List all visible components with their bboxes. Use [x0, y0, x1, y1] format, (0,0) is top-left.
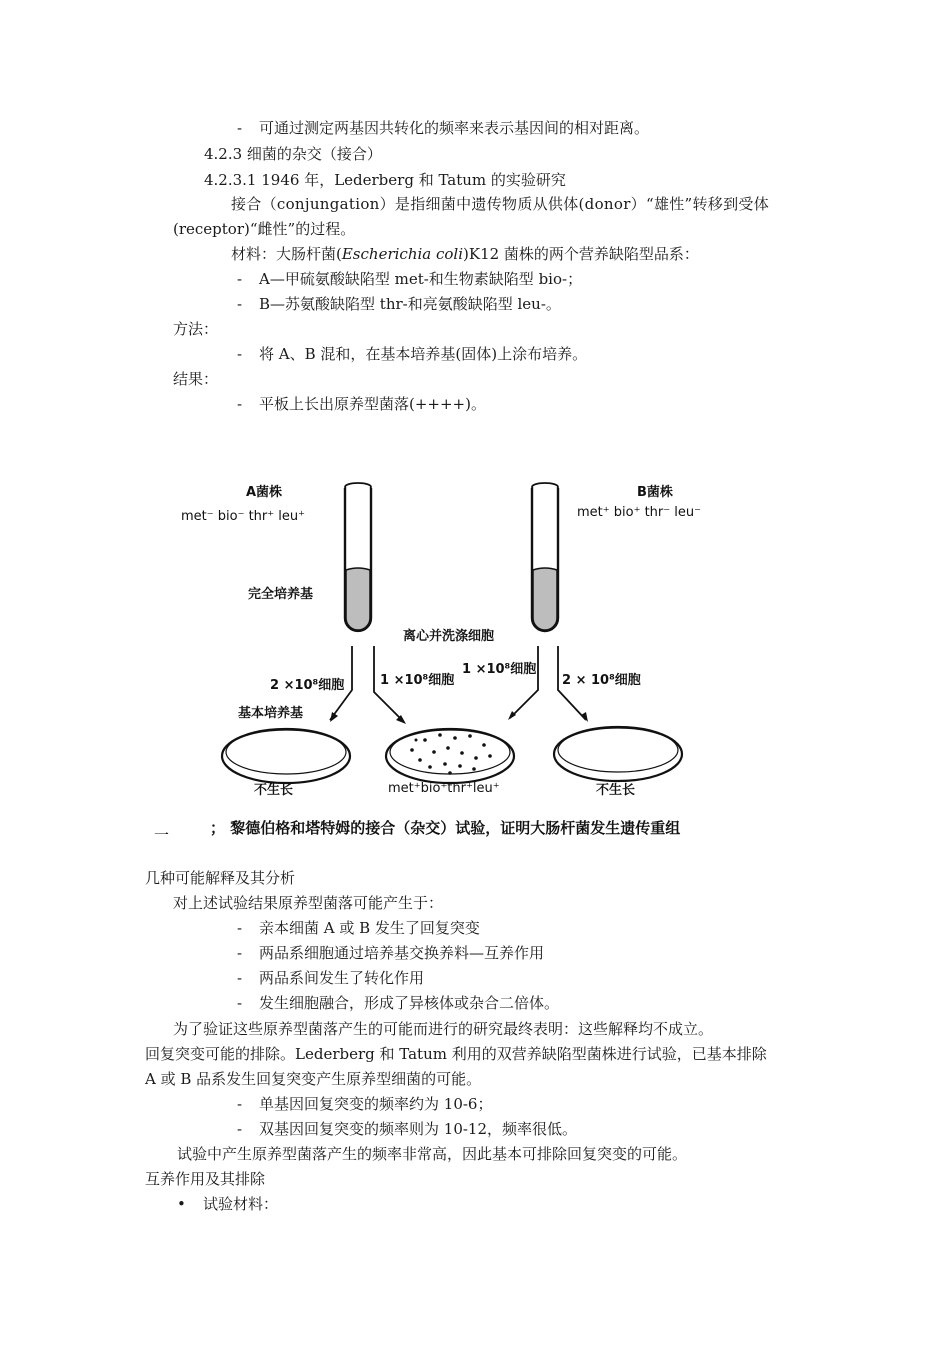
tube-a — [345, 483, 371, 631]
list-item: - 双基因回复突变的频率则为 10-12，频率很低。 — [259, 1119, 577, 1139]
result-label: 结果： — [173, 370, 219, 388]
paragraph-line: 回复突变可能的排除。Lederberg 和 Tatum 利用的双营养缺陷型菌株进行试验，已基本排除 — [145, 1045, 767, 1063]
strain-b-label: B菌株 — [637, 485, 673, 500]
method-label: 方法： — [173, 320, 219, 338]
list-item: - 平板上长出原养型菌落(++++)。 — [259, 394, 486, 414]
list-item: - 将 A、B 混和，在基本培养基(固体)上涂布培养。 — [259, 344, 587, 364]
arrow-line — [510, 646, 538, 718]
list-item: - 单基因回复突变的频率约为 10-6； — [259, 1094, 492, 1114]
figure-caption: ； 黎德伯格和塔特姆的接合（杂交）试验，证明大肠杆菌发生遗传重组 — [210, 819, 681, 837]
prototroph-genotype: met⁺bio⁺thr⁺leu⁺ — [388, 781, 500, 796]
paragraph-line: (receptor)“雌性”的过程。 — [173, 220, 356, 238]
cell-count-label: 2 × 10⁸细胞 — [562, 673, 641, 688]
strain-a-genotype: met⁻ bio⁻ thr⁺ leu⁺ — [181, 509, 305, 524]
subsection-heading: 4.2.3.1 1946 年，Lederberg 和 Tatum 的实验研究 — [204, 171, 566, 189]
strain-a-label: A菌株 — [246, 485, 283, 500]
complete-medium-label: 完全培养基 — [248, 587, 314, 602]
plate-left — [222, 729, 350, 783]
materials-line — [231, 244, 699, 264]
no-growth-label: 不生长 — [254, 783, 294, 798]
paragraph-line: 对上述试验结果原养型菌落可能产生于： — [173, 894, 444, 912]
caption-prefix: 一 — [154, 826, 170, 844]
bullet-item: • 试验材料： — [203, 1194, 278, 1214]
list-item: - B—苏氨酸缺陷型 thr-和亮氨酸缺陷型 leu-。 — [259, 294, 561, 314]
list-item: - A—甲硫氨酸缺陷型 met-和生物素缺陷型 bio-； — [259, 269, 582, 289]
conjugation-experiment-figure — [150, 460, 810, 850]
minimal-medium-label: 基本培养基 — [238, 706, 304, 721]
section-heading: 4.2.3 细菌的杂交（接合） — [204, 145, 382, 163]
paragraph-line: 试验中产生原养型菌落产生的频率非常高，因此基本可排除回复突变的可能。 — [177, 1145, 688, 1163]
plate-middle — [386, 729, 514, 783]
tube-b — [532, 483, 558, 631]
section-heading: 互养作用及其排除 — [145, 1170, 266, 1188]
section-heading: 几种可能解释及其分析 — [145, 869, 296, 887]
text-line: - 可通过测定两基因共转化的频率来表示基因间的相对距离。 — [259, 118, 649, 138]
strain-b-genotype: met⁺ bio⁺ thr⁻ leu⁻ — [577, 505, 701, 520]
list-item: - 两品系细胞通过培养基交换养料—互养作用 — [259, 943, 544, 963]
paragraph-line: A 或 B 品系发生回复突变产生原养型细菌的可能。 — [145, 1070, 482, 1088]
materials-label: 材料：大肠杆菌( — [231, 245, 342, 263]
paragraph-line: 为了验证这些原养型菌落产生的可能而进行的研究最终表明：这些解释均不成立。 — [173, 1020, 714, 1038]
arrow-head — [330, 712, 338, 722]
list-item: - 发生细胞融合，形成了异核体或杂合二倍体。 — [259, 993, 559, 1013]
list-item: - 两品系间发生了转化作用 — [259, 968, 424, 988]
cell-count-label: 2 ×10⁸细胞 — [270, 678, 345, 693]
species-name: Escherichia coli — [341, 245, 464, 263]
paragraph-line: 接合（conjungation）是指细菌中遗传物质从供体(donor）“雄性”转移到受体 — [231, 195, 770, 213]
no-growth-label: 不生长 — [596, 783, 636, 798]
plate-right — [554, 727, 682, 781]
list-item: - 亲本细菌 A 或 B 发生了回复突变 — [259, 918, 480, 938]
cell-count-label: 1 ×10⁸细胞 — [380, 673, 455, 688]
materials-rest: )K12 菌株的两个营养缺陷型品系： — [463, 245, 699, 263]
cell-count-label: 1 ×10⁸细胞 — [462, 662, 537, 677]
centrifuge-label: 离心并洗涤细胞 — [403, 629, 495, 644]
